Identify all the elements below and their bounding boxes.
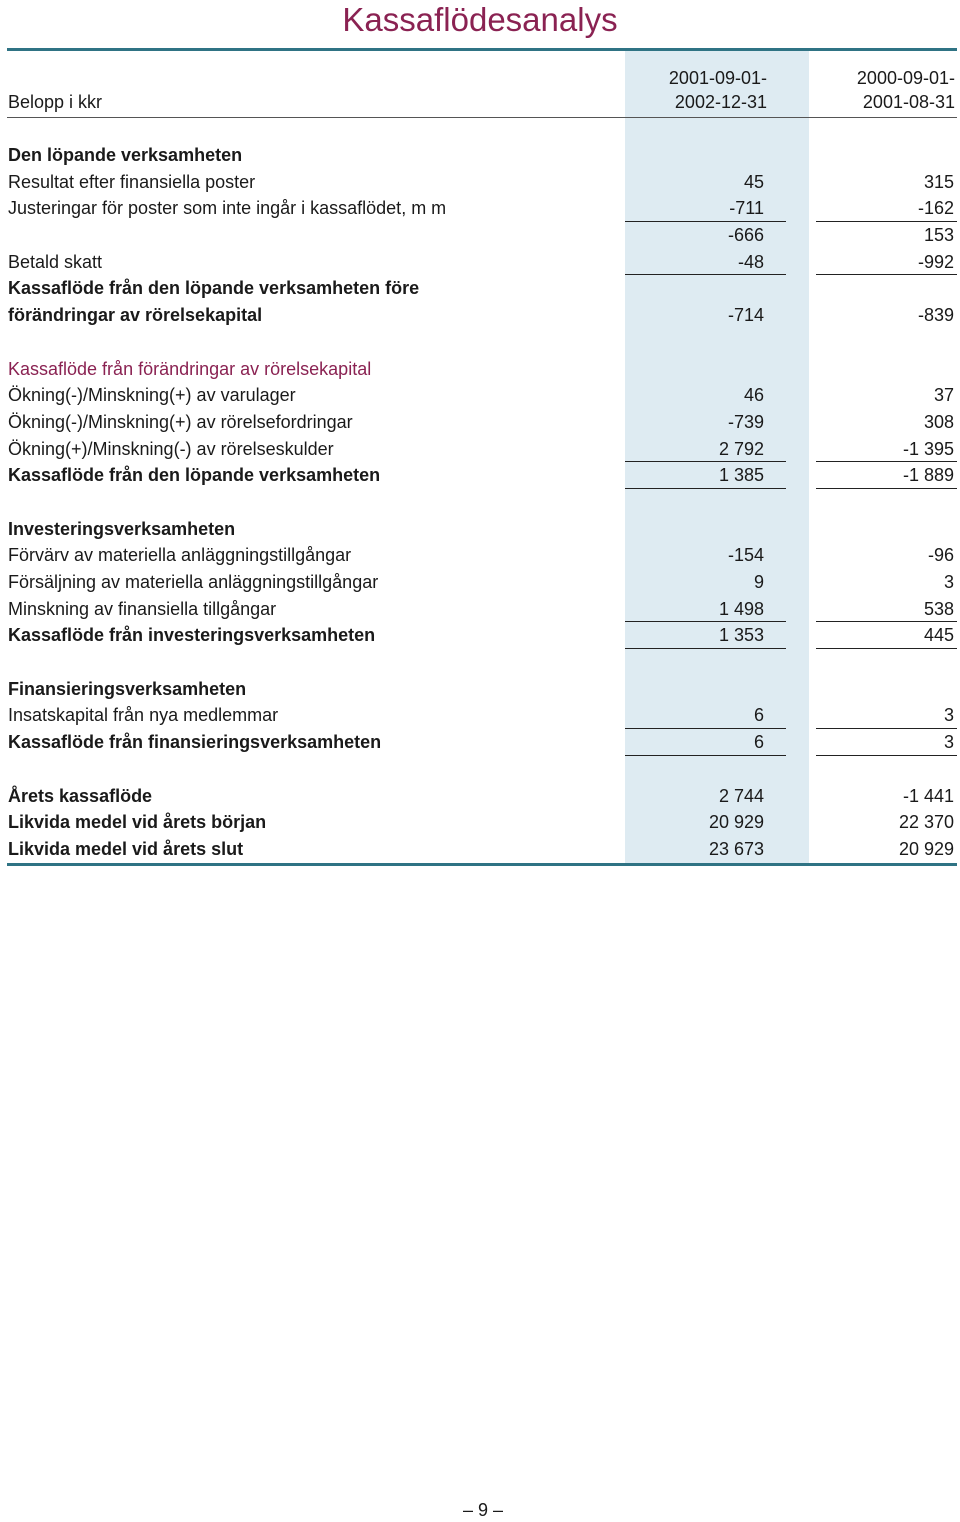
row-value-current: -48 <box>600 249 764 276</box>
row-value-current: -154 <box>727 545 764 566</box>
row-value-current: 2 744 <box>718 785 764 806</box>
table-row <box>0 249 960 276</box>
table-row <box>0 302 960 329</box>
row-label: Försäljning av materiella anläggningstillgångar <box>8 572 379 592</box>
table-row <box>0 702 960 729</box>
row-label: Likvida medel vid årets slut <box>8 838 244 859</box>
page-title: Kassaflödesanalys <box>342 1 618 38</box>
row-label: Kassaflöde från förändringar av rörelsekapital <box>8 358 372 379</box>
row-value-previous: 3 <box>790 702 954 729</box>
row-value-current: 20 929 <box>708 812 764 833</box>
row-value-previous: -1 889 <box>790 462 954 489</box>
row-label: Justeringar för poster som inte ingår i kassaflödet, m m <box>8 198 447 219</box>
row-value-previous: 37 <box>933 385 954 406</box>
row-label: Ökning(-)/Minskning(+) av rörelsefordringar <box>8 411 353 432</box>
header-period-current-end: 2002-12-31 <box>674 92 767 112</box>
table-row <box>0 489 960 516</box>
table-row <box>0 462 960 489</box>
row-label: Minskning av finansiella tillgångar <box>8 598 277 619</box>
row-label: Kassaflöde från investeringsverksamheten <box>8 625 376 646</box>
table-row <box>0 649 960 676</box>
row-label: Investeringsverksamheten <box>8 518 236 539</box>
row-label: Likvida medel vid årets början <box>8 812 267 833</box>
row-label: Kassaflöde från den löpande verksamheten <box>8 465 381 486</box>
row-value-current: 2 792 <box>600 436 764 463</box>
row-value-previous: 445 <box>790 622 954 649</box>
row-value-previous: -162 <box>790 195 954 222</box>
row-label: Förvärv av materiella anläggningstillgångar <box>8 545 352 566</box>
table-row <box>0 756 960 783</box>
row-label: Kassaflöde från den löpande verksamheten före <box>8 278 420 299</box>
row-value-current: 6 <box>600 729 764 756</box>
row-value-current: 23 673 <box>708 838 764 859</box>
table-row <box>0 596 960 623</box>
row-value-current: 46 <box>743 385 764 406</box>
header-period-previous-end: 2001-08-31 <box>862 92 955 112</box>
row-value-previous: 20 929 <box>898 838 954 859</box>
table-row <box>0 222 960 249</box>
row-value-current: 1 498 <box>600 596 764 623</box>
cashflow-table <box>0 142 960 863</box>
row-value-previous: 3 <box>790 729 954 756</box>
table-row <box>0 329 960 356</box>
header-period-previous-start: 2000-09-01- <box>856 68 955 88</box>
row-label: Betald skatt <box>8 251 103 272</box>
table-row <box>0 142 960 169</box>
row-label: Ökning(-)/Minskning(+) av varulager <box>8 385 296 406</box>
table-row <box>0 195 960 222</box>
row-value-previous: -96 <box>927 545 954 566</box>
row-label: Den löpande verksamheten <box>8 145 243 165</box>
row-label: Årets kassaflöde <box>8 785 153 806</box>
header-period-current-start: 2001-09-01- <box>668 68 767 88</box>
table-row <box>0 729 960 756</box>
row-value-current: 45 <box>743 171 764 192</box>
row-value-previous: -1 395 <box>790 436 954 463</box>
bottom-divider <box>7 863 957 866</box>
row-value-previous: 22 370 <box>898 812 954 833</box>
row-value-previous: 308 <box>923 411 954 432</box>
header-divider <box>7 117 957 118</box>
row-value-current: 9 <box>753 572 764 592</box>
row-label: Kassaflöde från finansieringsverksamheten <box>8 732 382 753</box>
table-row <box>0 356 960 383</box>
row-label: Ökning(+)/Minskning(-) av rörelseskulder <box>8 438 334 459</box>
header-period-previous <box>780 66 955 114</box>
header-period-current <box>592 66 767 114</box>
row-value-current: -711 <box>600 195 764 222</box>
page-number: – 9 – <box>462 1500 504 1520</box>
row-value-previous: 315 <box>923 171 954 192</box>
row-value-previous: -1 441 <box>902 785 954 806</box>
row-value-current: -739 <box>727 411 764 432</box>
row-label: Finansieringsverksamheten <box>8 678 247 699</box>
table-row <box>0 809 960 836</box>
row-value-previous: 538 <box>790 596 954 623</box>
table-row <box>0 542 960 569</box>
table-row <box>0 382 960 409</box>
row-value-previous: -992 <box>790 249 954 276</box>
row-value-current: 1 353 <box>600 622 764 649</box>
row-value-previous: -839 <box>917 305 954 326</box>
header-unit-label: Belopp i kkr <box>8 92 103 112</box>
table-row <box>0 275 960 302</box>
table-row <box>0 569 960 596</box>
table-row <box>0 836 960 863</box>
row-value-current: -666 <box>727 225 764 246</box>
row-label: Insatskapital från nya medlemmar <box>8 705 279 726</box>
row-value-current: 6 <box>600 702 764 729</box>
table-row <box>0 622 960 649</box>
row-value-previous: 153 <box>923 225 954 246</box>
table-row <box>0 169 960 196</box>
table-row <box>0 516 960 543</box>
row-value-previous: 3 <box>943 572 954 592</box>
table-row <box>0 783 960 810</box>
row-label: Resultat efter finansiella poster <box>8 171 256 192</box>
row-value-current: -714 <box>727 305 764 326</box>
row-label: förändringar av rörelsekapital <box>8 305 263 326</box>
top-divider <box>7 48 957 51</box>
table-row <box>0 409 960 436</box>
table-row <box>0 676 960 703</box>
table-row <box>0 436 960 463</box>
row-value-current: 1 385 <box>600 462 764 489</box>
